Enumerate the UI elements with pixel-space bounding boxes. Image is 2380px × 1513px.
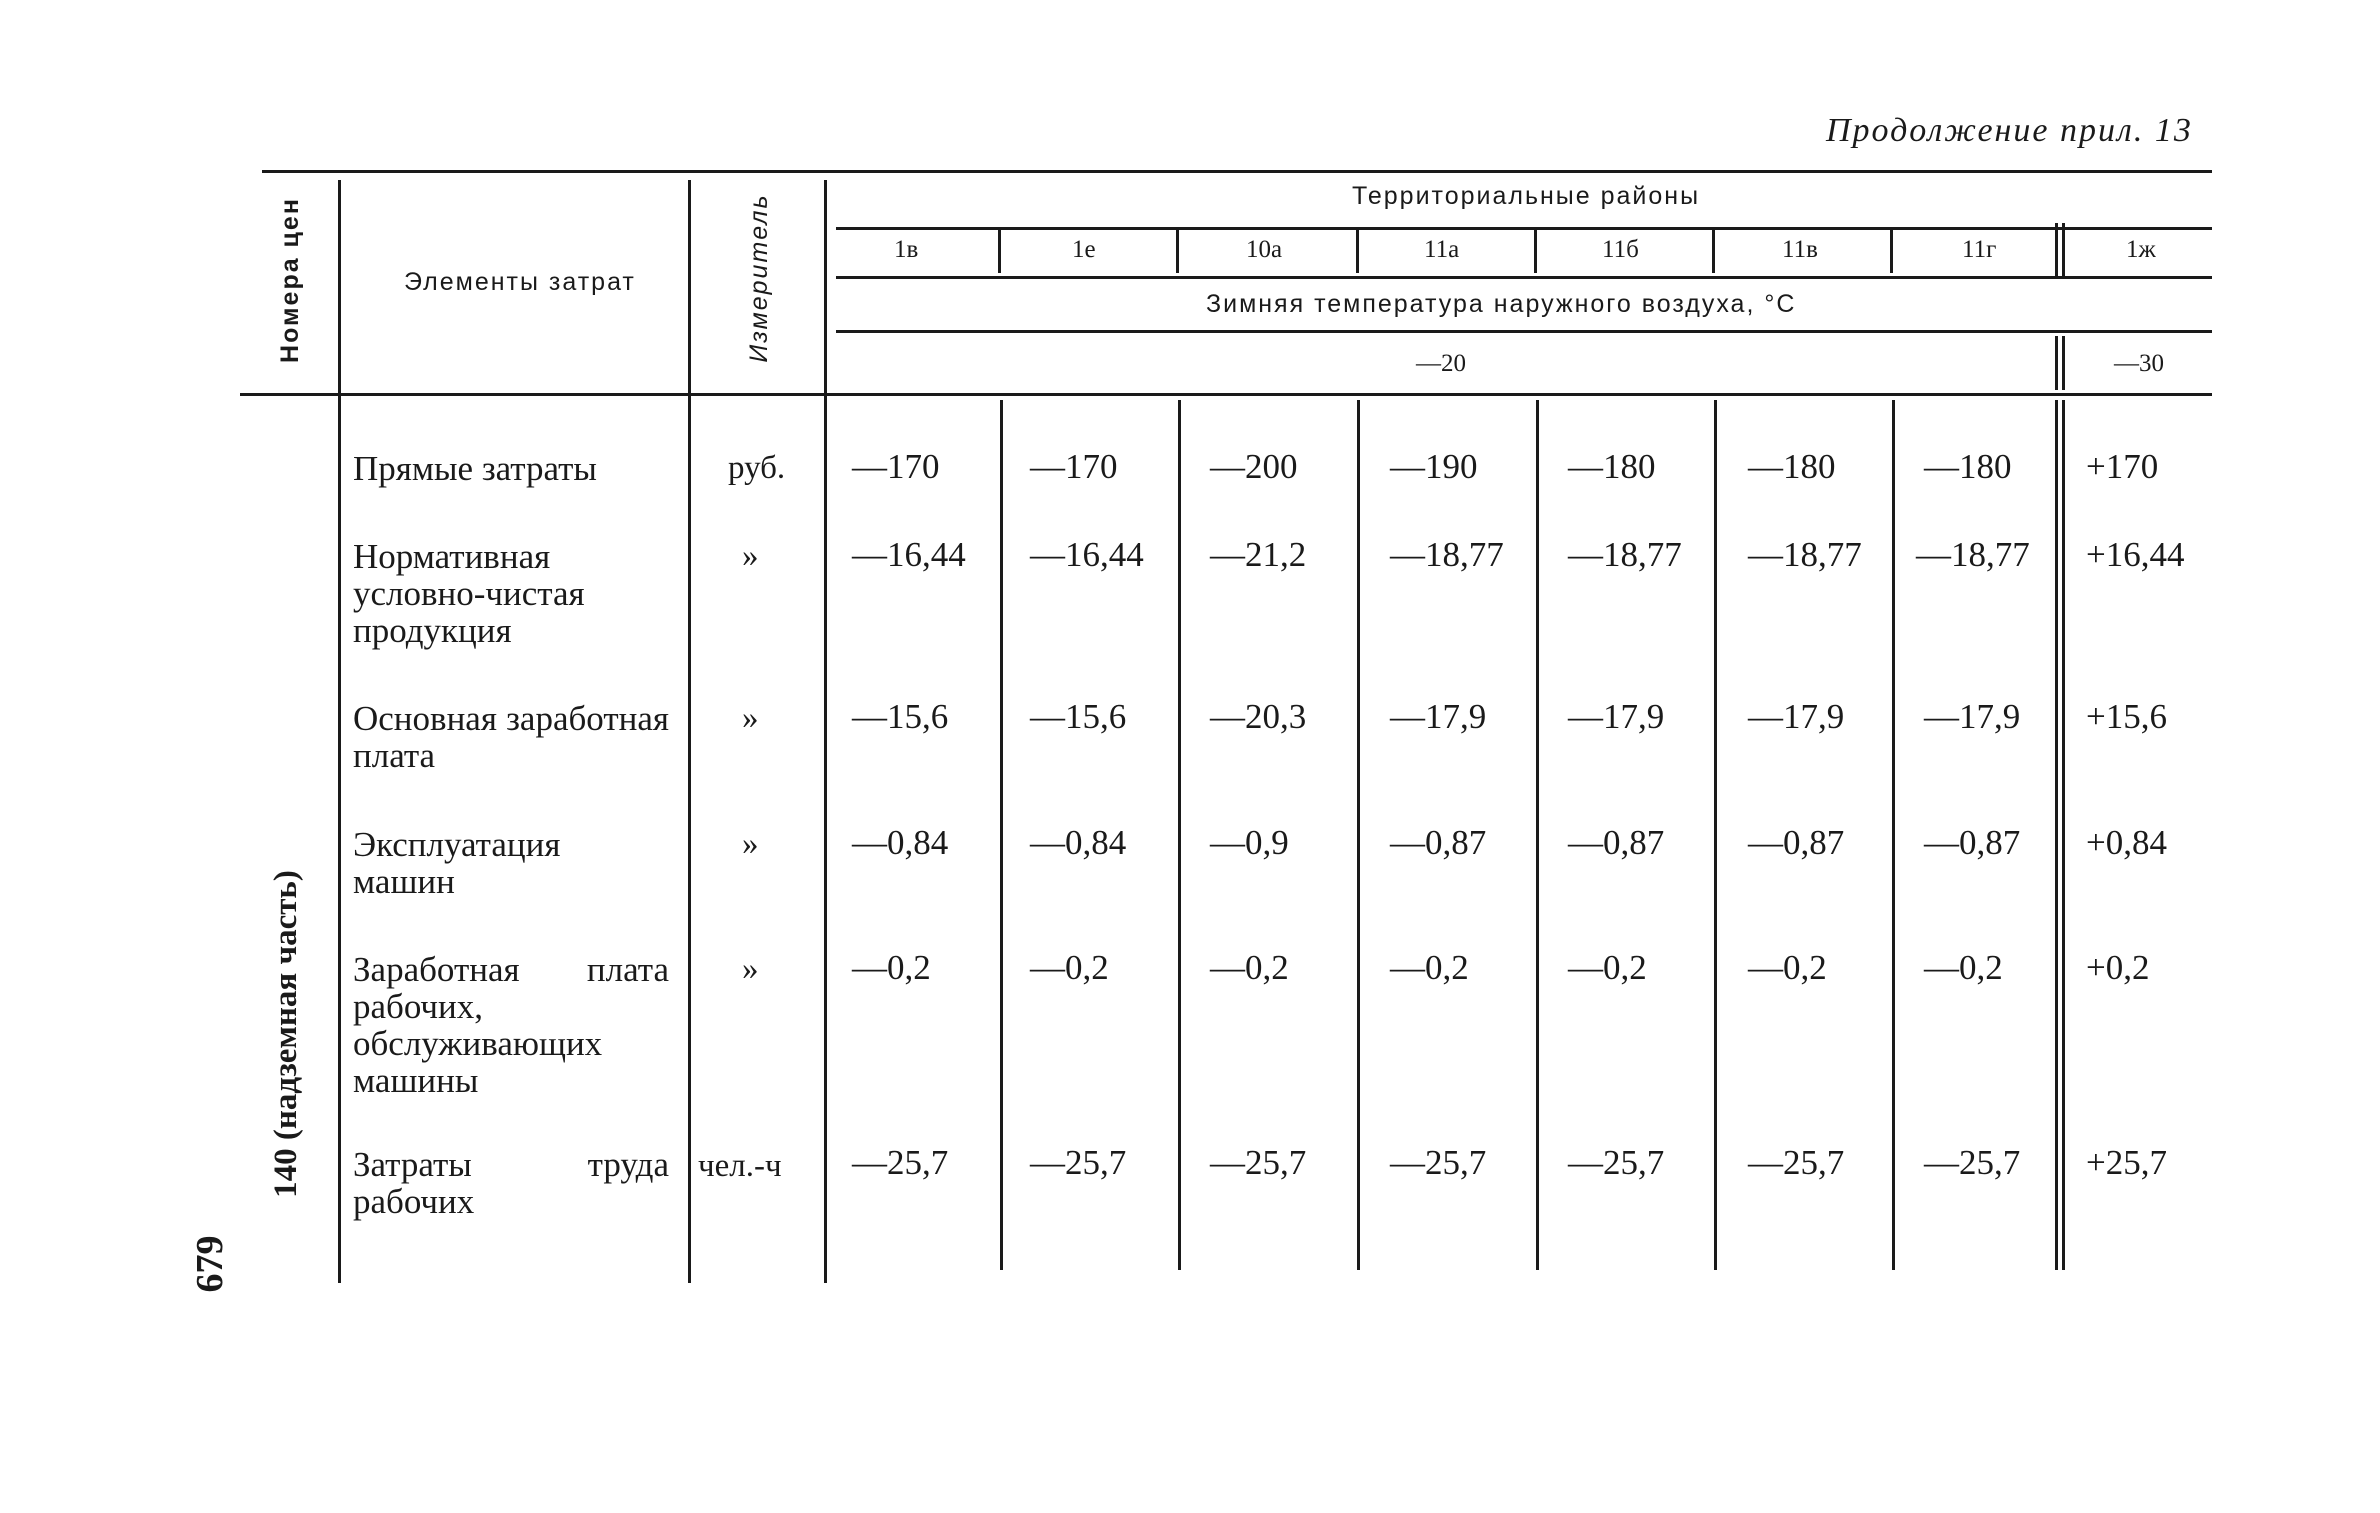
- value-cell: —25,7: [1568, 1143, 1665, 1182]
- value-cell: —0,2: [1568, 948, 1647, 987]
- value-cell: —0,87: [1390, 823, 1487, 862]
- district-header: 11б: [1602, 236, 1639, 263]
- value-cell: —0,2: [1748, 948, 1827, 987]
- value-cell: +0,2: [2086, 948, 2150, 987]
- temp-value-last: —30: [2114, 350, 2164, 377]
- value-cell: —17,9: [1924, 697, 2021, 736]
- value-cell: —180: [1748, 447, 1836, 486]
- price-group-label: 140 (надземная часть): [268, 870, 304, 1198]
- cost-element: Основная заработная плата: [353, 699, 669, 775]
- value-cell: —0,2: [1390, 948, 1469, 987]
- value-cell: —18,77: [1916, 535, 2030, 574]
- cost-element: Заработная плата рабочих, обслуживающих машины: [353, 950, 669, 1100]
- value-cell: —15,6: [1030, 697, 1127, 736]
- value-cell: —18,77: [1568, 535, 1682, 574]
- value-cell: —170: [1030, 447, 1118, 486]
- value-cell: —0,87: [1748, 823, 1845, 862]
- value-cell: —17,9: [1748, 697, 1845, 736]
- district-header: 11а: [1424, 236, 1460, 263]
- value-cell: —25,7: [1210, 1143, 1307, 1182]
- continuation-title: Продолжение прил. 13: [1826, 112, 2193, 149]
- cost-elements-header: Элементы затрат: [404, 268, 636, 296]
- winter-temp-header: Зимняя температура наружного воздуха, °С: [1206, 290, 1797, 318]
- unit: »: [742, 700, 759, 736]
- cost-element: Затраты труда рабочих: [353, 1145, 669, 1221]
- value-cell: —16,44: [1030, 535, 1144, 574]
- unit: »: [742, 826, 759, 862]
- value-cell: +0,84: [2086, 823, 2167, 862]
- unit: чел.-ч: [698, 1148, 782, 1184]
- value-cell: —0,2: [1030, 948, 1109, 987]
- district-header: 11в: [1782, 236, 1818, 263]
- value-cell: —180: [1924, 447, 2012, 486]
- cost-element: Эксплуатация машин: [353, 825, 561, 901]
- unit: руб.: [728, 450, 786, 486]
- value-cell: —0,9: [1210, 823, 1289, 862]
- district-header: 1в: [894, 236, 919, 263]
- value-cell: —16,44: [852, 535, 966, 574]
- measure-header: Измеритель: [745, 193, 773, 363]
- value-cell: —17,9: [1568, 697, 1665, 736]
- value-cell: —0,84: [1030, 823, 1127, 862]
- value-cell: +16,44: [2086, 535, 2185, 574]
- price-numbers-header: Номера цен: [276, 197, 304, 363]
- value-cell: —18,77: [1390, 535, 1504, 574]
- value-cell: —21,2: [1210, 535, 1307, 574]
- unit: »: [742, 538, 759, 574]
- value-cell: —0,87: [1568, 823, 1665, 862]
- value-cell: —25,7: [1924, 1143, 2021, 1182]
- district-header: 10а: [1246, 236, 1283, 263]
- district-header: 1ж: [2126, 236, 2156, 263]
- district-header: 11г: [1962, 236, 1997, 263]
- value-cell: +170: [2086, 447, 2159, 486]
- territorial-districts-header: Территориальные районы: [1352, 182, 1701, 210]
- value-cell: —0,2: [1210, 948, 1289, 987]
- value-cell: —25,7: [1748, 1143, 1845, 1182]
- value-cell: —15,6: [852, 697, 949, 736]
- value-cell: —0,2: [1924, 948, 2003, 987]
- value-cell: —0,87: [1924, 823, 2021, 862]
- value-cell: +25,7: [2086, 1143, 2167, 1182]
- page-number: 679: [189, 1235, 231, 1293]
- value-cell: —200: [1210, 447, 1298, 486]
- cost-element: Прямые затраты: [353, 449, 597, 488]
- value-cell: —18,77: [1748, 535, 1862, 574]
- value-cell: +15,6: [2086, 697, 2167, 736]
- unit: »: [742, 951, 759, 987]
- value-cell: —0,84: [852, 823, 949, 862]
- value-cell: —25,7: [1390, 1143, 1487, 1182]
- value-cell: —25,7: [852, 1143, 949, 1182]
- value-cell: —0,2: [852, 948, 931, 987]
- value-cell: —25,7: [1030, 1143, 1127, 1182]
- value-cell: —20,3: [1210, 697, 1307, 736]
- value-cell: —180: [1568, 447, 1656, 486]
- cost-element: Нормативная условно-чистая продукция: [353, 537, 585, 650]
- temp-value-main: —20: [1416, 350, 1466, 377]
- value-cell: —170: [852, 447, 940, 486]
- value-cell: —190: [1390, 447, 1478, 486]
- value-cell: —17,9: [1390, 697, 1487, 736]
- district-header: 1е: [1072, 236, 1096, 263]
